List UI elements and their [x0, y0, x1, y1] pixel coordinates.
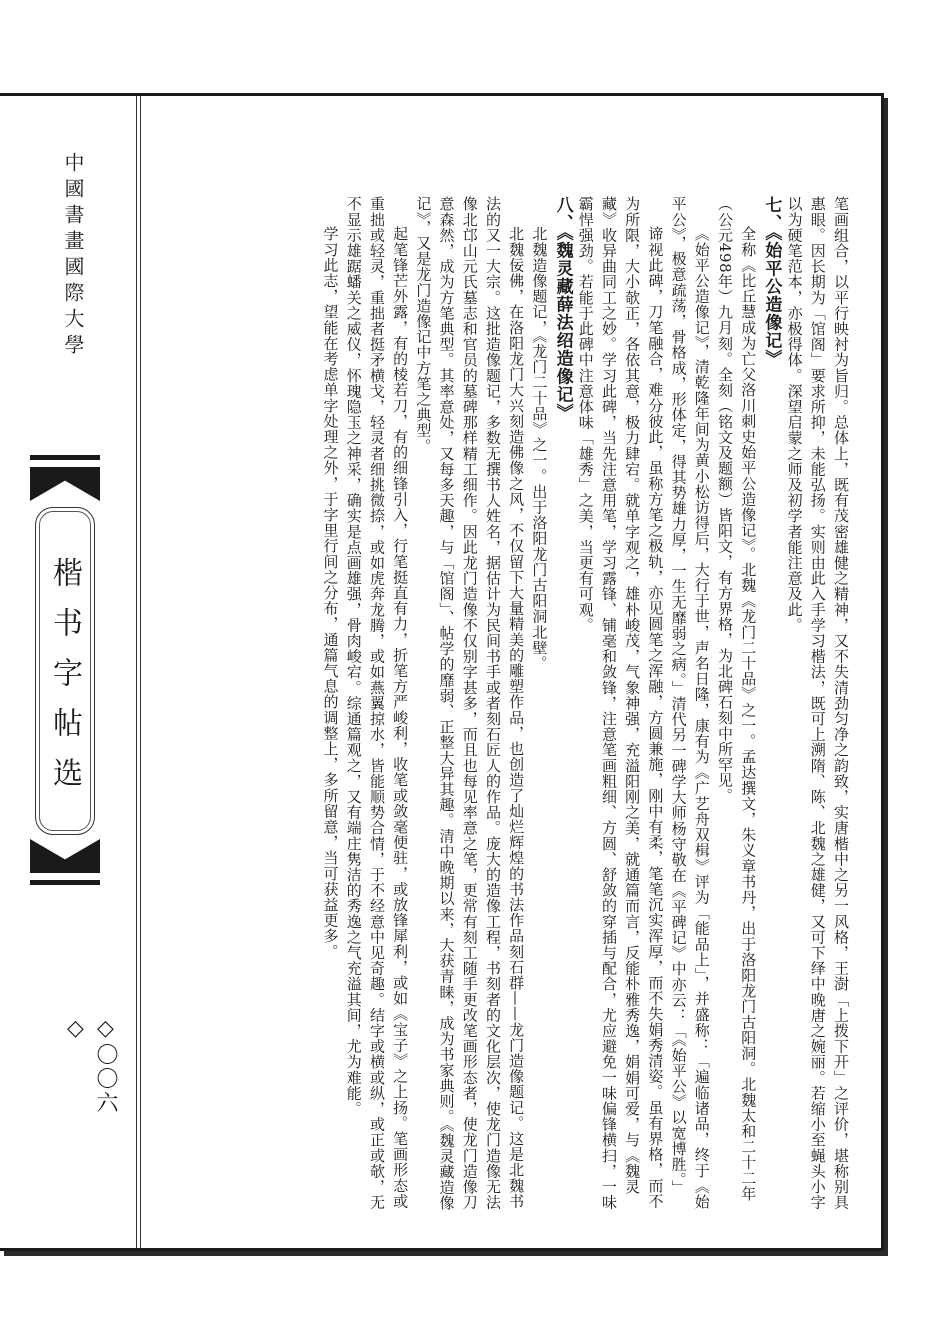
banner-bar-top	[30, 455, 100, 460]
paragraph: 笔画组合，以平行映衬为旨归。总体上，既有茂密雄健之精神，又不失清劲匀净之韵致，实唐楷中之另一风格，王澍「上拨下开」之评价，堪称别具惠眼。因长期为「馆阁」要求所抑，未能弘扬。实则由此入手学习楷法，既可上溯隋、陈、北魏之雄健，又可下绎中晚唐之婉丽。若缩小至蝇头小字以为硬笔范本，亦极得体。深望启蒙之师及初学者能注意及此。	[785, 196, 850, 1210]
banner-cap-top	[30, 467, 100, 501]
paragraph: 《始平公造像记》，清乾隆年间为黄小松访得后，大行于世，声名日隆，康有为《广艺舟双楫》评为「能品上」，并盛称：「遍临诸品，终于《始平公》，极意疏荡，骨格成，形体定，得其势雄力厚，一生无靡弱之病。」清代另一碑学大师杨守敬在《平碑记》中亦云：「《始平公》以宽博胜。」	[669, 196, 711, 1210]
section-heading: 七、《始平公造像记》	[761, 196, 782, 368]
banner-bar-bottom	[30, 880, 100, 885]
paragraph: 北魏佞佛，在洛阳龙门大兴刻造佛像之风，不仅留下大量精美的雕塑作品，也创造了灿烂辉煌的书法作品刻石群——龙门造像题记。这是北魏书法的又一大宗。这批造像题记，多数无撰书人姓名，据估计为民间书手或者刻石匠人的作品。庞大的造像工程，书刻者的文化层次，使龙门造像无法像北邙山元氏墓志和官员的墓碑那样精工细作。因此龙门造像不仅别字甚多，而且也每见率意之笔，更常有刻工随手更改笔画形态者，使龙门造像刀意森然，成为方笔典型。其率意处，又每多天趣，与「馆阁」、帖学的靡弱、正整大异其趣。清中晚期以来，大获青睐，成为书家典则。《魏灵藏造像记》，又是龙门造像记中方笔之典型。	[414, 196, 526, 1211]
main-text	[152, 196, 852, 1216]
publisher-title: 中國書畫國際大學	[61, 152, 85, 360]
banner-cap-bottom	[30, 839, 100, 873]
paragraph: 全称《比丘慧成为亡父洛川刺史始平公造像记》。北魏《龙门二十品》之一。孟达撰文，朱义章书丹，出于洛阳龙门古阳洞。北魏太和二十二年（公元498年）九月刻。全刻（铭文及题额）皆阳文，有方界格，为北碑石刻中所罕见。	[715, 196, 758, 1202]
paragraph: 谛视此碑，刀笔融合，难分彼此，虽称方笔之极轨，亦见圆笔之浑融，方圆兼施，刚中有柔，笔笔沉实浑厚，而不失娟秀清姿。虽有界格，而不为所限，大小欹正，各依其意，极力肆宕。就单字观之，雄朴峻茂，气象神强，充溢阳刚之美，就通篇而言，反能朴雅秀逸，娟娟可爱，与《魏灵藏》收异曲同工之妙。学习此碑，当先注意用笔，学习露锋、铺毫和敛锋，注意笔画粗细、方圆、舒敛的穿插与配合，尤应避免一味偏锋横扫，一味霸悍强劲。若能于此碑中注意体味「雄秀」之美，当更有可观。	[576, 196, 665, 1210]
divider	[140, 96, 141, 1248]
divider	[136, 96, 137, 1248]
section-heading: 八、《魏灵藏薛法绍造像记》	[552, 196, 573, 422]
page-border-shadow	[4, 1251, 888, 1256]
paragraph: 起笔锋芒外露，有的棱若刀，有的细锋引入，行笔挺直有力，折笔方严峻利，收笔或敛毫便驻，或放锋犀利，或如《宝子》之上扬。笔画形态或重拙或轻灵，重拙者挺矛横戈，轻灵者细挑微捺，或如虎奔龙腾，或如燕翼掠水，皆能顺势合情，于不经意中见奇趣。结字或横或纵，或正或欹，无不显示雄踞蟠关之威仪，怀瑰隐玉之神采，确实是点画雄强，骨肉峻宕。综通篇观之，又有端庄隽洁的秀逸之气充溢其间，尤为难能。	[344, 196, 410, 1210]
paragraph: 北魏造像题记，《龙门二十品》之一。出于洛阳龙门古阳洞北壁。	[530, 226, 549, 671]
paragraph: 学习此志，望能在考虑单字处理之外，于字里行间之分布，通篇气息的调整上，多所留意，当可获益更多。	[321, 226, 340, 960]
book-title: 楷书字帖选	[47, 557, 82, 807]
book-title-banner	[22, 455, 108, 885]
page-border-shadow	[884, 98, 888, 1256]
page-number: ◇〇〇六◇	[63, 1016, 118, 1115]
